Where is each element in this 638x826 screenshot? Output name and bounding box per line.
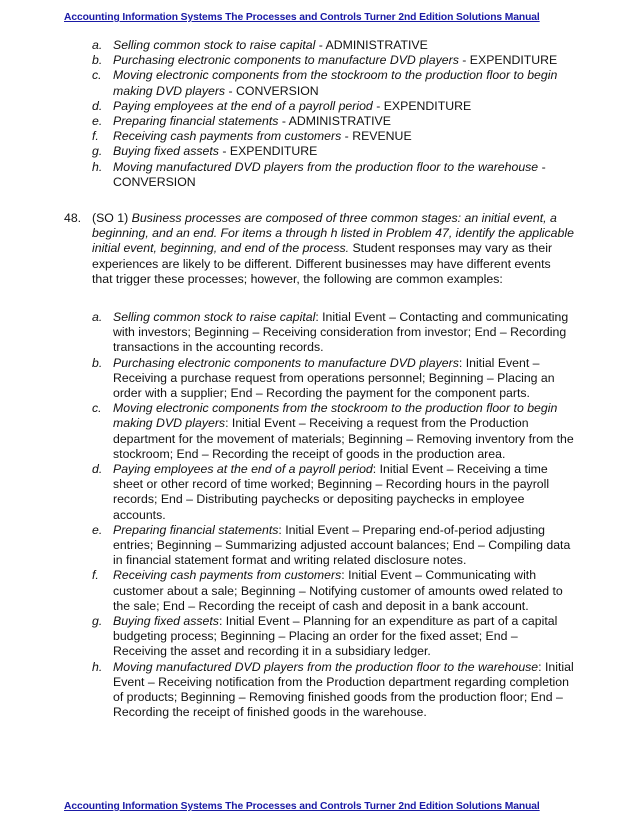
- item-events: : Initial Event – Receiving a purchase request from operations personnel; Beginning – Placing an order with a supplier; End – Recording the payment for the component parts.: [113, 355, 555, 401]
- list-item: [64, 462, 574, 523]
- question-prompt: Business processes are composed of three common stages: an initial event, a beginning, and an end. For items a through h listed in Problem 47, identify the applicable initial event, beginning, and end of the process.: [92, 211, 574, 256]
- list-item: [64, 160, 574, 190]
- item-activity: Buying fixed assets: [113, 614, 219, 629]
- item-process: - CONVERSION: [225, 83, 319, 98]
- list-item: [64, 144, 574, 159]
- item-process: - REVENUE: [341, 129, 412, 144]
- list-item: [64, 523, 574, 569]
- item-events: : Initial Event – Communicating with customer about a sale; Beginning – Notifying customer of amounts owed related to the sale; End – Recording the receipt of cash and deposit in a bank account.: [113, 568, 563, 613]
- item-process: - EXPENDITURE: [458, 53, 558, 68]
- question-prefix: (SO 1): [92, 211, 132, 225]
- list-item: [64, 114, 574, 129]
- item-label: h.: [92, 659, 103, 674]
- item-activity: Moving manufactured DVD players from the production floor to the warehouse: [113, 659, 539, 674]
- list-item: [64, 38, 574, 53]
- list-item: [64, 53, 574, 68]
- item-activity: Preparing financial statements: [113, 522, 279, 537]
- list-item: [64, 660, 574, 721]
- item-label: d.: [92, 462, 103, 477]
- list-item: [64, 99, 574, 114]
- list-item: [64, 614, 574, 660]
- item-activity: Selling common stock to raise capital: [113, 310, 316, 324]
- item-label: c.: [92, 401, 102, 416]
- item-process: - EXPENDITURE: [218, 144, 318, 159]
- item-events: : Initial Event – Contacting and communicating with investors; Beginning – Receiving consideration from investor; End – Recording transactions in the accounting records.: [113, 310, 569, 355]
- list-item: [64, 68, 574, 98]
- item-events: : Initial Event – Planning for an expenditure as part of a capital budgeting process; Beginning – Placing an order for the fixed asset; End – Receiving the asset and recording it in a subsidiary ledger.: [113, 614, 558, 659]
- list-item: [64, 401, 574, 462]
- item-label: h.: [92, 159, 103, 174]
- item-events: : Initial Event – Receiving notification from the Production department regarding completion of products; Beginning – Removing finished goods from the production floor; End – Recording the receipt of finished goods in the warehouse.: [113, 659, 574, 720]
- item-activity: Paying employees at the end of a payroll period: [113, 462, 373, 477]
- item-events: : Initial Event – Receiving a request from the Production department for the movement of materials; Beginning – Removing inventory from the stockroom; End – Recording the receipt of goods in the production area.: [113, 416, 574, 461]
- item-activity: Moving electronic components from the stockroom to the production floor to begin making DVD players: [113, 401, 558, 431]
- page-header: Accounting Information Systems The Processes and Controls Turner 2nd Edition Solutions Manual: [64, 12, 540, 23]
- list-item: [64, 129, 574, 144]
- item-activity: Moving electronic components from the stockroom to the production floor to begin making DVD players: [113, 68, 558, 98]
- question-48: [64, 211, 574, 287]
- question-number: 48.: [64, 211, 82, 225]
- question-answer-intro: Student responses may vary as their experiences are likely to be different. Different businesses may have different events that trigger these processes; however, the following are common examples:: [92, 241, 553, 286]
- item-process: - EXPENDITURE: [372, 98, 472, 113]
- process-events-list: [64, 310, 574, 720]
- list-item: [64, 568, 574, 614]
- item-label: e.: [92, 522, 103, 537]
- question-text: [64, 211, 574, 287]
- item-label: f.: [92, 129, 99, 144]
- item-label: c.: [92, 68, 102, 83]
- item-activity: Purchasing electronic components to manufacture DVD players: [113, 355, 459, 370]
- item-activity: Receiving cash payments from customers: [113, 129, 342, 144]
- page-footer: Accounting Information Systems The Processes and Controls Turner 2nd Edition Solutions Manual: [64, 801, 540, 812]
- item-activity: Purchasing electronic components to manufacture DVD players: [113, 53, 459, 68]
- item-activity: Buying fixed assets: [113, 144, 219, 159]
- item-label: b.: [92, 53, 103, 68]
- item-activity: Selling common stock to raise capital: [113, 38, 316, 52]
- item-process: - ADMINISTRATIVE: [278, 114, 391, 129]
- item-label: e.: [92, 114, 103, 129]
- item-label: a.: [92, 38, 103, 52]
- item-label: g.: [92, 144, 103, 159]
- item-label: b.: [92, 355, 103, 370]
- list-item: [64, 310, 574, 356]
- item-events: : Initial Event – Receiving a time sheet or other record of time worked; Beginning – Recording hours in the payroll records; End – Distributing paychecks or depositing paychecks in employee accounts.: [113, 462, 550, 522]
- item-process: - ADMINISTRATIVE: [315, 38, 428, 52]
- item-label: f.: [92, 568, 99, 583]
- list-item: [64, 356, 574, 402]
- item-label: a.: [92, 310, 103, 324]
- item-activity: Preparing financial statements: [113, 114, 279, 129]
- item-process: - CONVERSION: [113, 159, 546, 189]
- item-label: d.: [92, 98, 103, 113]
- item-events: : Initial Event – Preparing end-of-period adjusting entries; Beginning – Summarizing adjusted account balances; End – Compiling data in financial statement format and writing related disclosure notes.: [113, 522, 571, 568]
- item-activity: Moving manufactured DVD players from the production floor to the warehouse: [113, 159, 539, 174]
- item-label: g.: [92, 614, 103, 629]
- item-activity: Paying employees at the end of a payroll period: [113, 98, 373, 113]
- item-activity: Receiving cash payments from customers: [113, 568, 342, 583]
- process-classification-list: [64, 38, 574, 190]
